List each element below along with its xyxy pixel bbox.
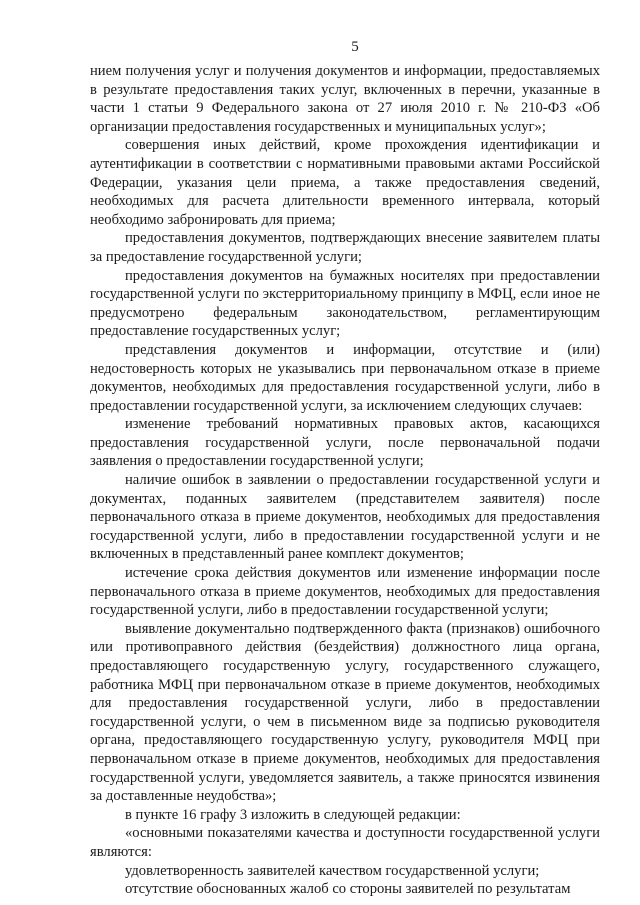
paragraph-missing-documents: представления документов и информации, отсутствие и (или) недостоверность которых не указывались при первоначальном отказе в приеме документов, необходимых для предоставления государственной услуги, либо в предоставлении государственной услуги, за исключением следующих случаев: <box>90 341 600 414</box>
paragraph-quality-indicators: «основными показателями качества и доступности государственной услуги являются: <box>90 825 600 860</box>
paragraph-satisfaction: удовлетворенность заявителей качеством государственной услуги; <box>125 862 540 879</box>
paragraph-clause-16: в пункте 16 графу 3 изложить в следующей редакции: <box>125 806 461 823</box>
paragraph-application-errors: наличие ошибок в заявлении о предоставлении государственной услуги и документах, поданных заявителем (представителем заявителя) после первоначального отказа в приеме документов, необходимых для предоставления государственной услуги, либо в предоставлении государственной услуги и не включенных в представленный ранее комплект документов; <box>90 472 600 563</box>
paragraph-other-actions: совершения иных действий, кроме прохождения идентификации и аутентификации в соответствии с нормативными правовыми актами Российской Федерации, указания цели приема, а также предоставления сведений, необходимых для расчета длительности временного интервала, который необходимо забронировать для приема; <box>90 137 600 228</box>
paragraph-continuation: нием получения услуг и получения документов и информации, предоставляемых в результате предоставления таких услуг, включенных в перечни, указанные в части 1 статьи 9 Федерального закона от 27 июля 2010 г. № 210-ФЗ «Об организации предоставления государственных и муниципальных услуг»; <box>90 63 600 135</box>
paragraph-payment-documents: предоставления документов, подтверждающих внесение заявителем платы за предоставление государственной услуги; <box>90 230 600 265</box>
page-number: 5 <box>351 39 359 55</box>
paragraph-no-complaints: отсутствие обоснованных жалоб со стороны заявителей по результатам <box>125 881 571 898</box>
paragraph-erroneous-action: выявление документально подтвержденного факта (признаков) ошибочного или противоправного действия (бездействия) должностного лица органа, предоставляющего государственную услугу, государственного служащего, работника МФЦ при первоначальном отказе в приеме документов, необходимых для предоставления государственной услуги, либо в предоставлении государственной услуги, о чем в письменном виде за подписью руководителя органа, предоставляющего государственную услугу, руководителя МФЦ при первоначальном отказе в приеме документов, необходимых для предоставления государственной услуги, уведомляется заявитель, а также приносятся извинения за доставленные неудобства»; <box>90 620 600 805</box>
paragraph-document-expiry: истечение срока действия документов или изменение информации после первоначального отказа в приеме документов, необходимых для предоставления государственной услуги, либо в предоставлении государственной услуги; <box>90 565 600 619</box>
paragraph-requirements-change: изменение требований нормативных правовых актов, касающихся предоставления государственной услуги, после первоначальной подачи заявления о предоставлении государственной услуги; <box>90 416 600 470</box>
paragraph-paper-documents: предоставления документов на бумажных носителях при предоставлении государственной услуги по экстерриториальному принципу в МФЦ, если иное не предусмотрено федеральным законодательством, регламентирующим предоставление государственных услуг; <box>90 267 600 340</box>
